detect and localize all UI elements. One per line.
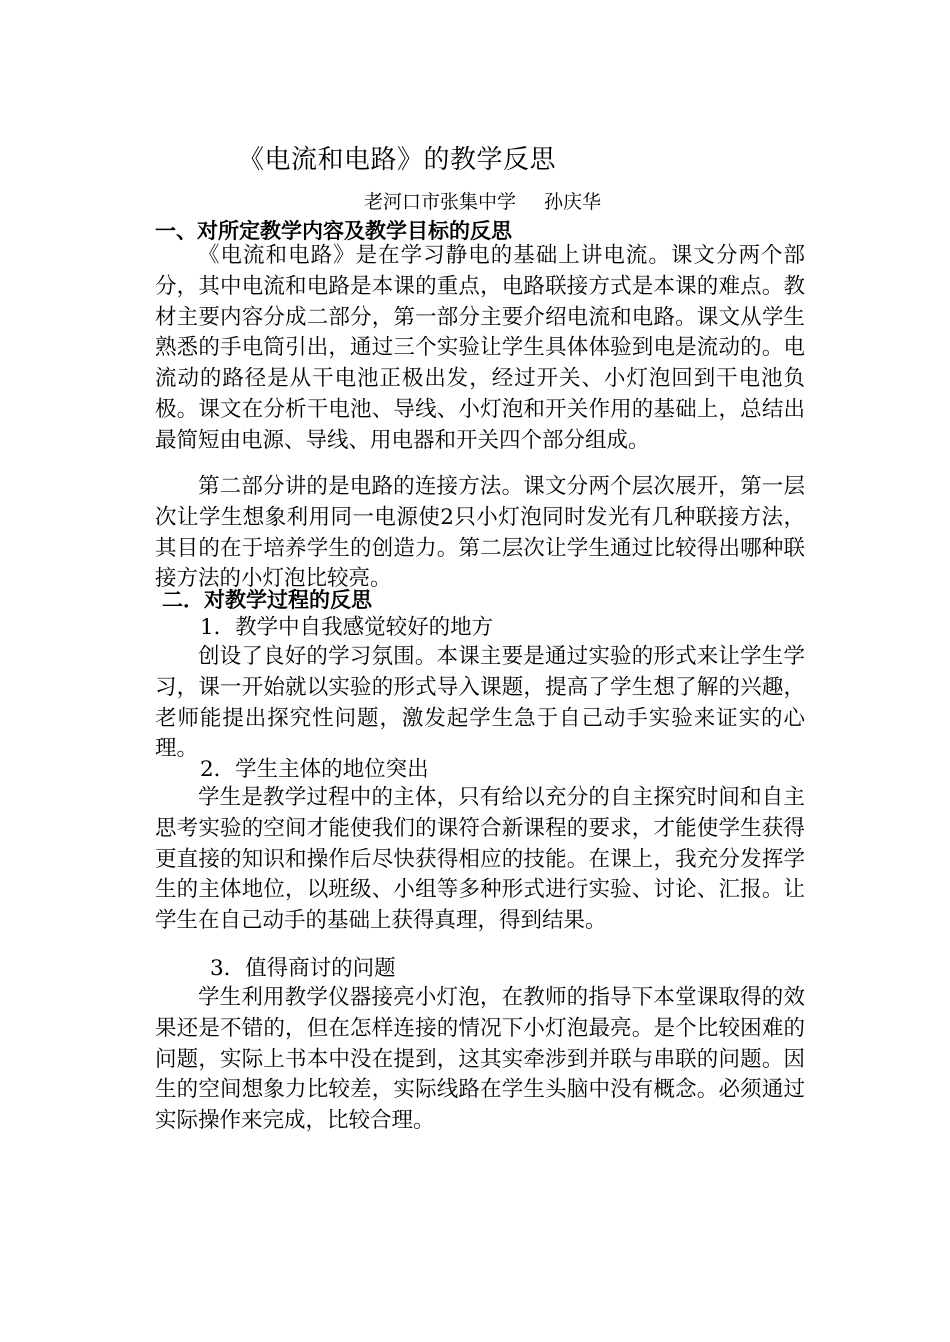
subsection-3-paragraph: 学生利用教学仪器接亮小灯泡，在教师的指导下本堂课取得的效果还是不错的，但在怎样连接的情况下小灯泡最亮。是个比较困难的问题，实际上书本中没在提到，这其实牵涉到并联与串联的问题。因生的空间想象力比较差，实际线路在学生头脑中没有概念。必须通过实际操作来完成，比较合理。 — [155, 985, 805, 1134]
subsection-2-paragraph: 学生是教学过程中的主体，只有给以充分的自主探究时间和自主思考实验的空间才能使我们的课符合新课程的要求，才能使学生获得更直接的知识和操作后尽快获得相应的技能。在课上，我充分发挥学生的主体地位，以班级、小组等多种形式进行实验、讨论、汇报。让学生在自己动手的基础上获得真理，得到结果。 — [155, 785, 805, 934]
author-school: 老河口市张集中学 — [364, 191, 517, 213]
author-name: 孙庆华 — [544, 191, 602, 213]
subsection-title-1: 1．教学中自我感觉较好的地方 — [200, 615, 494, 640]
section-1-paragraph-2: 第二部分讲的是电路的连接方法。课文分两个层次展开，第一层次让学生想象利用同一电源使2只小灯泡同时发光有几种联接方法，其目的在于培养学生的创造力。第二层次让学生通过比较得出哪种联接方法的小灯泡比较亮。 — [155, 474, 805, 592]
subsection-1-paragraph: 创设了良好的学习氛围。本课主要是通过实验的形式来让学生学习，课一开始就以实验的形式导入课题，提高了学生想了解的兴趣，老师能提出探究性问题，激发起学生急于自己动手实验来证实的心理。 — [155, 644, 805, 762]
subsection-title-2: 2．学生主体的地位突出 — [200, 757, 429, 782]
subsection-title-3: 3．值得商讨的问题 — [210, 956, 396, 981]
document-title: 《电流和电路》的教学反思 — [238, 145, 557, 175]
section-heading-2: 二．对教学过程的反思 — [162, 588, 372, 612]
section-1-paragraph-1: 《电流和电路》是在学习静电的基础上讲电流。课文分两个部分，其中电流和电路是本课的重点，电路联接方式是本课的难点。教材主要内容分成二部分，第一部分主要介绍电流和电路。课文从学生熟悉的手电筒引出，通过三个实验让学生具体体验到电是流动的。电流动的路径是从干电池正极出发，经过开关、小灯泡回到干电池负极。课文在分析干电池、导线、小灯泡和开关作用的基础上，总结出最简短由电源、导线、用电器和开关四个部分组成。 — [155, 243, 805, 453]
section-heading-1: 一、对所定教学内容及教学目标的反思 — [155, 219, 512, 243]
author-line — [364, 188, 601, 216]
